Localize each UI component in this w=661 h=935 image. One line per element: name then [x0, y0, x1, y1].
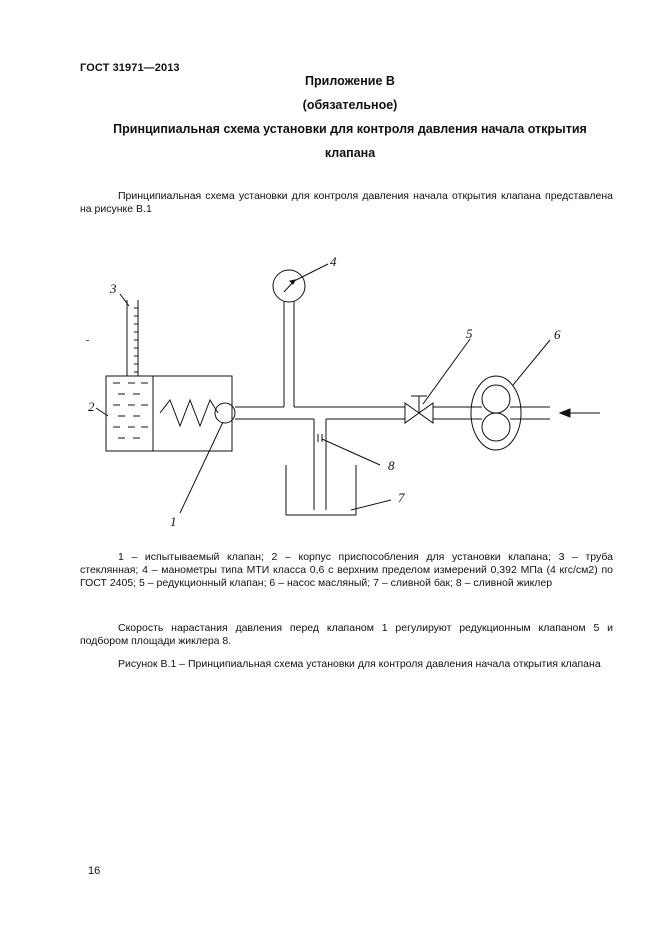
- installation-diagram: [80, 248, 620, 538]
- leader-4: [294, 264, 328, 281]
- oil-pump-shape: [471, 376, 521, 450]
- figure-caption: Рисунок В.1 – Принципиальная схема установки для контроля давления начала открытия клапана: [118, 658, 601, 670]
- legend-paragraph: 1 – испытываемый клапан; 2 – корпус приспособления для установки клапана; 3 – труба стеклянная; 4 – манометры типа МТИ класса 0,6 с верхним пределом измерений 0,392 МПа (4 кгс/см2) по ГОСТ 2405; 5 – редукционный клапан; 6 – насос масляный; 7 – сливной бак; 8 – сливной жиклер: [80, 551, 613, 589]
- annex-heading-line-2: клапана: [324, 146, 376, 160]
- label-oil-pump: 6: [554, 327, 561, 342]
- label-manometer: 4: [330, 254, 337, 269]
- main-pipe: [235, 407, 550, 419]
- leader-1: [180, 422, 223, 513]
- label-glass-tube: 3: [110, 281, 117, 296]
- page-number: 16: [88, 865, 101, 877]
- annex-status: (обязательное): [302, 98, 398, 112]
- diagram-svg: [80, 248, 620, 538]
- liquid-dashes: [113, 383, 148, 438]
- annex-heading-line-1: Принципиальная схема установки для контроля давления начала открытия: [113, 122, 587, 136]
- label-drain-tank: 7: [398, 490, 405, 505]
- annex-title: Приложение В: [305, 74, 395, 88]
- leader-7: [351, 500, 391, 510]
- label-housing: 2: [88, 399, 95, 414]
- leader-5: [423, 339, 470, 404]
- housing-shape: [106, 376, 232, 451]
- label-drain-jet: 8: [388, 458, 395, 473]
- intro-paragraph: Принципиальная схема установки для контроля давления начала открытия клапана представлена на рисунке В.1: [80, 190, 613, 215]
- leader-8: [322, 439, 380, 465]
- spring-shape: [160, 400, 218, 426]
- reducing-valve-shape: [405, 396, 433, 423]
- stray-mark: -: [86, 335, 90, 346]
- label-reducing-valve: 5: [466, 326, 473, 341]
- drain-tank-shape: [286, 465, 356, 515]
- drain-pipe: [314, 419, 326, 510]
- manometer-shape: [273, 270, 305, 407]
- leader-3: [120, 294, 129, 306]
- speed-note-paragraph: Скорость нарастания давления перед клапаном 1 регулируют редукционным клапаном 5 и подбором площади жиклера 8.: [80, 622, 613, 647]
- flow-arrow-head: [560, 409, 570, 417]
- leader-6: [513, 340, 550, 385]
- glass-tube-shape: [127, 300, 138, 376]
- label-valve: 1: [170, 514, 177, 529]
- standard-code: ГОСТ 31971—2013: [80, 62, 180, 74]
